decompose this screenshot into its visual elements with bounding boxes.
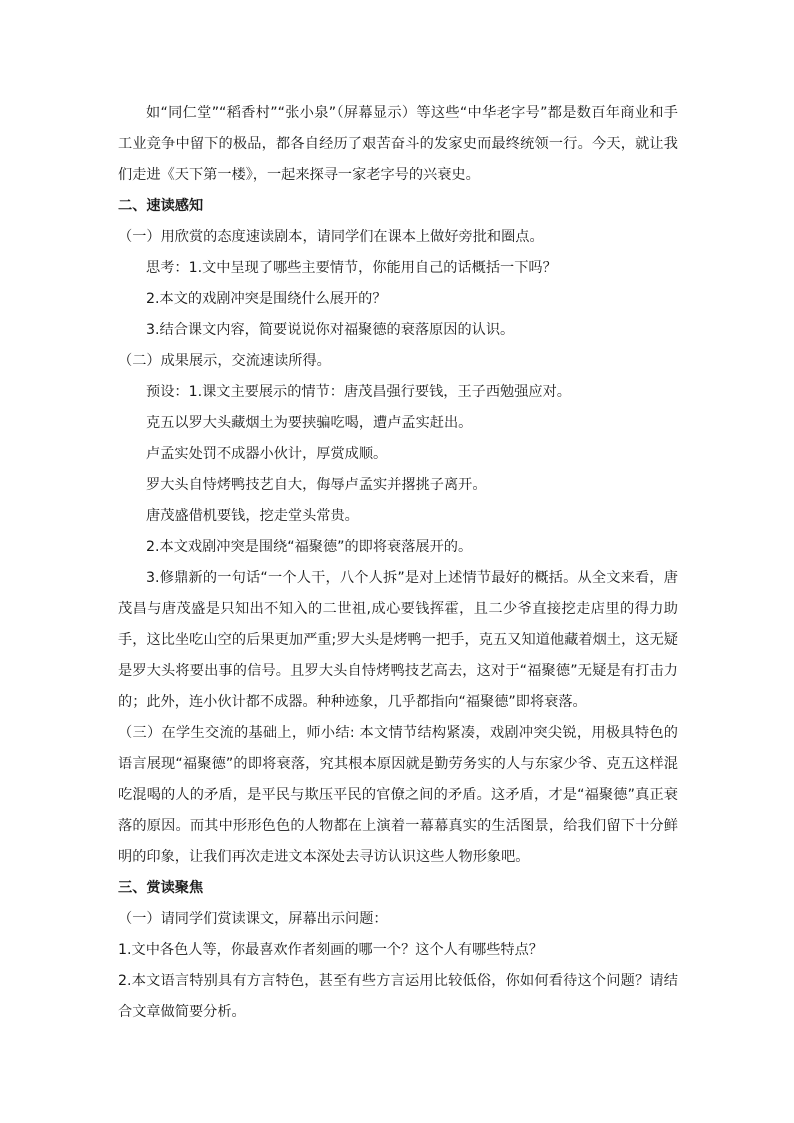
- section-3-question-1: 1.文中各色人等，你最喜欢作者刻画的哪一个？这个人有哪些特点？: [118, 942, 543, 958]
- document-body: [118, 98, 678, 1028]
- section-2-answer-2: 2.本文戏剧冲突是围绕“福聚德”的即将衰落展开的。: [146, 539, 473, 555]
- section-3-question-2: 2.本文语言特别具有方言特色，甚至有些方言运用比较低俗，你如何看待这个问题？请结合文章做简要分析。: [118, 973, 678, 1020]
- section-2-question-3: 3.结合课文内容，简要说说你对福聚德的衰落原因的认识。: [146, 322, 515, 338]
- section-2-question-2: 2.本文的戏剧冲突是围绕什么展开的？: [146, 291, 387, 307]
- section-2-part-1: （一）用欣赏的态度速读剧本，请同学们在课本上做好旁批和圈点。: [118, 229, 544, 245]
- section-2-answer-1: 预设：1.课文主要展示的情节：唐茂昌强行要钱，王子西勉强应对。: [146, 384, 571, 400]
- section-2-answer-1b: 克五以罗大头藏烟土为要挟骗吃喝，遭卢孟实赶出。: [146, 415, 473, 431]
- section-3-part-1: （一）请同学们赏读课文，屏幕出示问题：: [118, 911, 388, 927]
- section-2-part-3: （三）在学生交流的基础上，师小结: 本文情节结构紧凑，戏剧冲突尖锐，用极具特色的语言展现“福聚德”的即将衰落，究其根本原因就是勤劳务实的人与东家少爷、克五这样混吃混喝的人的矛盾，是平民与欺压平民的官僚之间的矛盾。这矛盾，才是“福聚德”真正衰落的原因。而其中形形色色的人物都在上演着一幕幕真实的生活图景，给我们留下十分鲜明的印象，让我们再次走进文本深处去寻访认识这些人物形象吧。: [118, 725, 678, 865]
- section-2-answer-1e: 唐茂盛借机要钱，挖走堂头常贵。: [146, 508, 359, 524]
- section-2-answer-3: 3.修鼎新的一句话“一个人干，八个人拆”是对上述情节最好的概括。从全文来看，唐茂昌与唐茂盛是只知出不知入的二世祖,成心要钱挥霍，且二少爷直接挖走店里的得力助手，这比坐吃山空的后果更加严重;罗大头是烤鸭一把手，克五又知道他藏着烟土，这无疑是罗大头将要出事的信号。且罗大头自恃烤鸭技艺高去，这对于“福聚德”无疑是有打击力的；此外，连小伙计都不成器。种种迹象，几乎都指向“福聚德”即将衰落。: [118, 570, 678, 710]
- section-3-heading: 三、赏读聚焦: [118, 880, 204, 896]
- section-2-part-2: （二）成果展示，交流速读所得。: [118, 353, 331, 369]
- section-2-question-1: 思考：1.文中呈现了哪些主要情节，你能用自己的话概括一下吗？: [146, 260, 557, 276]
- section-2-answer-1d: 罗大头自恃烤鸭技艺自大，侮辱卢孟实并撂挑子离开。: [146, 477, 487, 493]
- section-2-heading: 二、速读感知: [118, 198, 204, 214]
- intro-paragraph: 如“同仁堂”“稻香村”“张小泉”（屏幕显示）等这些“中华老字号”都是数百年商业和手工业竞争中留下的极品，都各自经历了艰苦奋斗的发家史而最终统领一行。今天，就让我们走进《天下第一楼》，一起来探寻一家老字号的兴衰史。: [118, 105, 678, 183]
- section-2-answer-1c: 卢孟实处罚不成器小伙计，厚赏成顺。: [146, 446, 388, 462]
